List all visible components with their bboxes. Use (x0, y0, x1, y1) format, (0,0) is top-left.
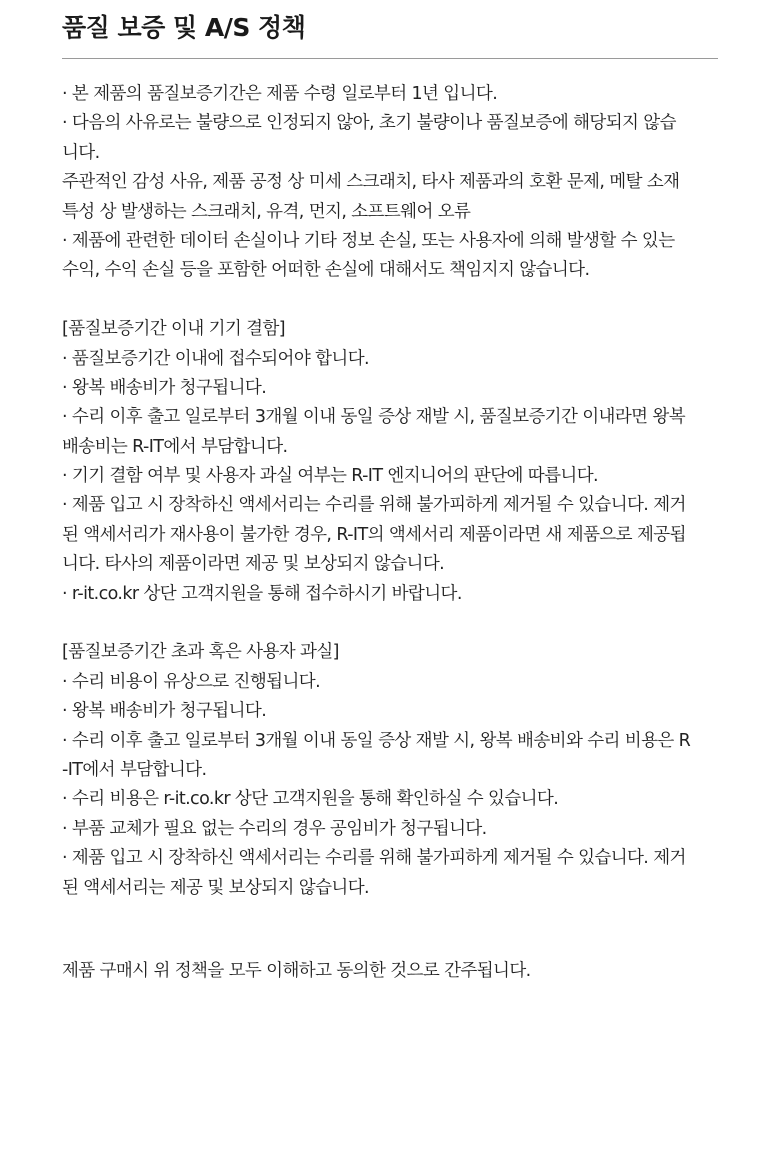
policy-line: 된 액세서리는 제공 및 보상되지 않습니다. (62, 877, 369, 898)
policy-line: · 품질보증기간 이내에 접수되어야 합니다. (62, 348, 369, 369)
policy-line: 주관적인 감성 사유, 제품 공정 상 미세 스크래치, 타사 제품과의 호환 문제, 메탈 소재 (62, 172, 680, 193)
policy-line: -IT에서 부담합니다. (62, 759, 207, 780)
agreement-notice: 제품 구매시 위 정책을 모두 이해하고 동의한 것으로 간주됩니다. (62, 961, 531, 981)
policy-line: · 수리 비용이 유상으로 진행됩니다. (62, 671, 321, 692)
section-heading-warranty-expired: [품질보증기간 초과 혹은 사용자 과실] (62, 642, 339, 663)
policy-line: 수익, 수익 손실 등을 포함한 어떠한 손실에 대해서도 책임지지 않습니다. (62, 260, 590, 281)
policy-line: · 제품에 관련한 데이터 손실이나 기타 정보 손실, 또는 사용자에 의해 발생할 수 있는 (62, 230, 675, 251)
policy-line: 배송비는 R-IT에서 부담합니다. (62, 436, 288, 457)
policy-line: 된 액세서리가 재사용이 불가한 경우, R-IT의 액세서리 제품이라면 새 제품으로 제공됩 (62, 524, 686, 545)
page-title: 품질 보증 및 A/S 정책 (62, 13, 306, 42)
policy-line: · 제품 입고 시 장착하신 액세서리는 수리를 위해 불가피하게 제거될 수 있습니다. 제거 (62, 848, 686, 869)
section-heading-warranty-defect: [품질보증기간 이내 기기 결함] (62, 319, 286, 340)
title-divider (62, 58, 718, 59)
blank-line (62, 609, 722, 638)
policy-line: · 수리 이후 출고 일로부터 3개월 이내 동일 증상 재발 시, 품질보증기간 이내라면 왕복 (62, 407, 686, 428)
policy-line: 특성 상 발생하는 스크래치, 유격, 먼지, 소프트웨어 오류 (62, 201, 471, 222)
policy-line: · 수리 이후 출고 일로부터 3개월 이내 동일 증상 재발 시, 왕복 배송비와 수리 비용은 R (62, 730, 691, 751)
policy-body (62, 80, 722, 903)
policy-line: 니다. (62, 142, 100, 163)
policy-line: · 제품 입고 시 장착하신 액세서리는 수리를 위해 불가피하게 제거될 수 있습니다. 제거 (62, 495, 686, 516)
policy-line: · 부품 교체가 필요 없는 수리의 경우 공임비가 청구됩니다. (62, 818, 487, 839)
policy-line: · r-it.co.kr 상단 고객지원을 통해 접수하시기 바랍니다. (62, 583, 462, 604)
policy-line: · 왕복 배송비가 청구됩니다. (62, 701, 267, 722)
policy-line: · 본 제품의 품질보증기간은 제품 수령 일로부터 1년 입니다. (62, 84, 498, 104)
policy-line: 니다. 타사의 제품이라면 제공 및 보상되지 않습니다. (62, 554, 445, 575)
policy-line: · 왕복 배송비가 청구됩니다. (62, 377, 267, 398)
policy-line: · 기기 결함 여부 및 사용자 과실 여부는 R-IT 엔지니어의 판단에 따릅니다. (62, 466, 598, 487)
blank-line (62, 286, 722, 315)
policy-line: · 다음의 사유로는 불량으로 인정되지 않아, 초기 불량이나 품질보증에 해당되지 않습 (62, 113, 676, 134)
policy-line: · 수리 비용은 r-it.co.kr 상단 고객지원을 통해 확인하실 수 있습니다. (62, 789, 559, 810)
